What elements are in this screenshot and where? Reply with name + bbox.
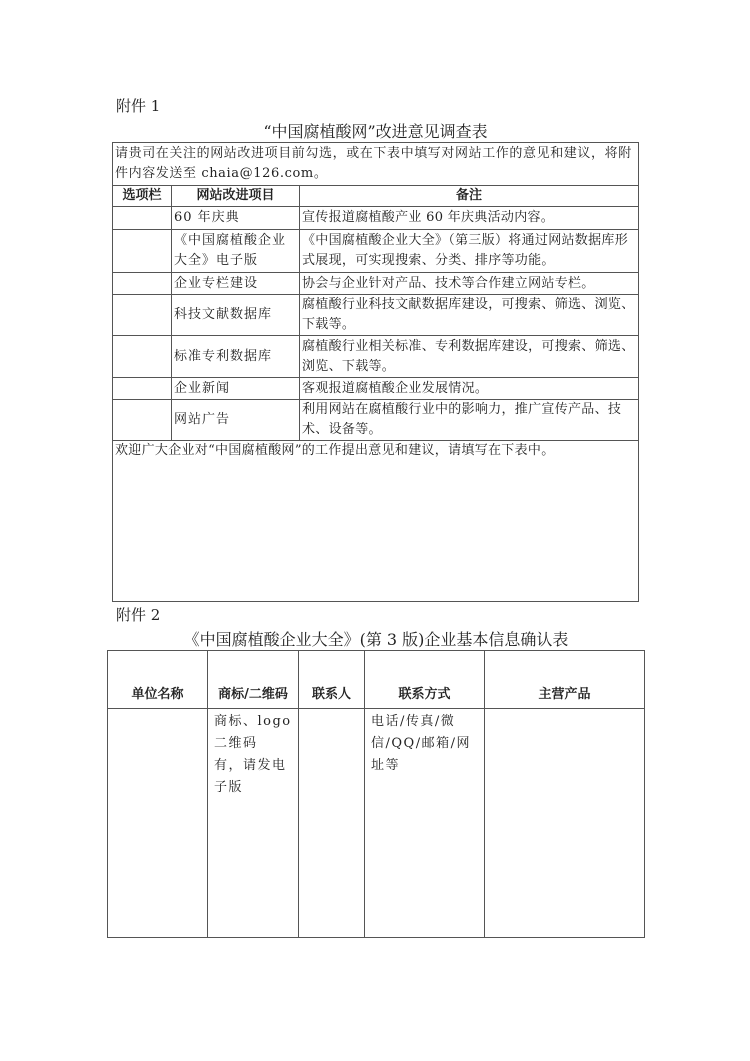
table-row (113, 230, 639, 273)
comment-area[interactable] (113, 441, 639, 602)
logo-line: 有，请发电子版 (214, 758, 287, 795)
note-cell: 《中国腐植酸企业大全》（第三版）将通过网站数据库形式展现，可实现搜索、分类、排序等功能。 (300, 230, 639, 273)
header-contact-method: 联系方式 (365, 651, 485, 709)
item-cell: 60 年庆典 (172, 207, 300, 230)
table-row (113, 378, 639, 400)
item-cell: 网站广告 (172, 400, 300, 441)
contact-method-cell[interactable]: 电话/传真/微信/QQ/邮箱/网址等 (365, 709, 485, 938)
header-main-products: 主营产品 (485, 651, 645, 709)
option-checkbox-cell[interactable] (113, 378, 172, 400)
header-logo: 商标/二维码 (208, 651, 299, 709)
attachment2-title: 《中国腐植酸企业大全》(第 3 版)企业基本信息确认表 (183, 630, 569, 649)
option-checkbox-cell[interactable] (113, 230, 172, 273)
header-option: 选项栏 (113, 186, 172, 207)
note-cell: 腐植酸行业相关标准、专利数据库建设，可搜索、筛选、浏览、下载等。 (300, 336, 639, 378)
attachment1-title: “中国腐植酸网”改进意见调查表 (263, 122, 488, 141)
contact-person-cell[interactable] (299, 709, 365, 938)
table-row (113, 295, 639, 336)
header-note: 备注 (300, 186, 639, 207)
note-cell: 客观报道腐植酸企业发展情况。 (300, 378, 639, 400)
comment-prompt: 欢迎广大企业对“中国腐植酸网”的工作提出意见和建议，请填写在下表中。 (115, 443, 555, 458)
item-cell: 企业新闻 (172, 378, 300, 400)
option-checkbox-cell[interactable] (113, 336, 172, 378)
table-row (113, 336, 639, 378)
unit-name-cell[interactable] (108, 709, 208, 938)
option-checkbox-cell[interactable] (113, 207, 172, 230)
item-cell: 科技文献数据库 (172, 295, 300, 336)
logo-cell[interactable] (208, 709, 299, 938)
header-unit-name: 单位名称 (108, 651, 208, 709)
table-row (113, 273, 639, 295)
table-row (113, 400, 639, 441)
option-checkbox-cell[interactable] (113, 273, 172, 295)
attachment1-label: 附件 1 (116, 97, 161, 115)
main-products-cell[interactable] (485, 709, 645, 938)
logo-line: 二维码 (214, 736, 258, 751)
item-cell: 标准专利数据库 (172, 336, 300, 378)
header-item: 网站改进项目 (172, 186, 300, 207)
note-cell: 宣传报道腐植酸产业 60 年庆典活动内容。 (300, 207, 639, 230)
item-cell: 企业专栏建设 (172, 273, 300, 295)
note-cell: 利用网站在腐植酸行业中的影响力，推广宣传产品、技术、设备等。 (300, 400, 639, 441)
option-checkbox-cell[interactable] (113, 400, 172, 441)
enterprise-info-table (107, 650, 645, 938)
table-row (108, 709, 645, 938)
table-row (113, 207, 639, 230)
attachment2-label: 附件 2 (116, 606, 161, 624)
note-cell: 协会与企业针对产品、技术等合作建立网站专栏。 (300, 273, 639, 295)
note-cell: 腐植酸行业科技文献数据库建设，可搜索、筛选、浏览、下载等。 (300, 295, 639, 336)
header-contact-person: 联系人 (299, 651, 365, 709)
item-cell: 《中国腐植酸企业大全》电子版 (172, 230, 300, 273)
option-checkbox-cell[interactable] (113, 295, 172, 336)
survey-intro: 请贵司在关注的网站改进项目前勾选，或在下表中填写对网站工作的意见和建议，将附件内容发送至 chaia@126.com。 (113, 143, 639, 186)
survey-table (112, 142, 639, 602)
logo-line: 商标、logo (214, 714, 292, 729)
